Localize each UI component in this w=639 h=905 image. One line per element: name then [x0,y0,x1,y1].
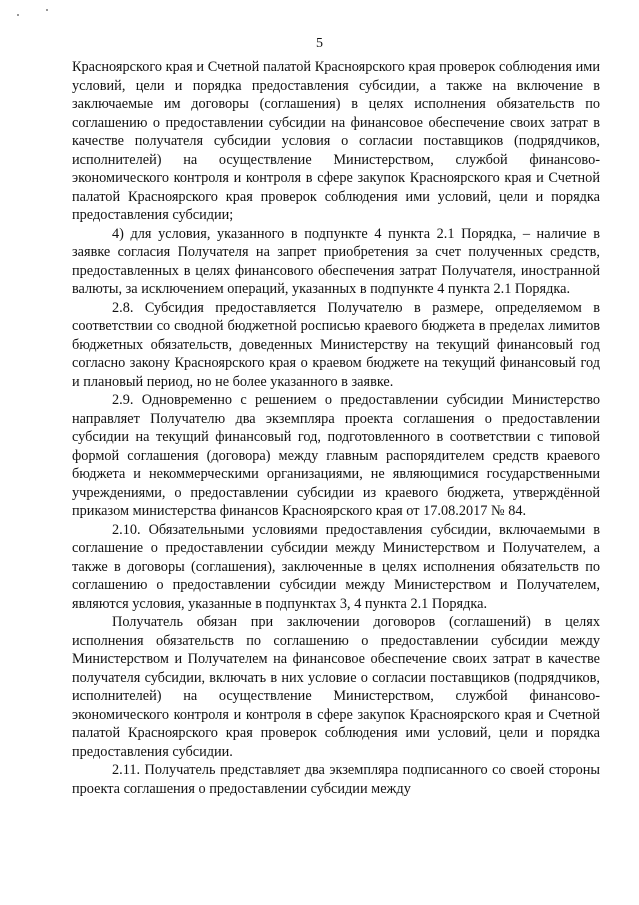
paragraph-subitem-4: 4) для условия, указанного в подпункте 4 пункта 2.1 Порядка, – наличие в заявке согласия Получателя на запрет приобретения за счет полученных средств, предоставленных в целях финансового обеспечения затрат Получателя, иностранной валюты, за исключением операций, указанных в подпункте 4 пункта 2.1 Порядка. [72,225,600,297]
paragraph-2-8: 2.8. Субсидия предоставляется Получателю в размере, определяемом в соответствии со сводной бюджетной росписью краевого бюджета в пределах лимитов бюджетных обязательств, доведенных Министерству на текущий финансовый год согласно закону Красноярского края о краевом бюджете на текущий финансовый год и плановый период, но не более указанного в заявке. [72,299,600,390]
page-number: 5 [316,36,323,51]
scan-speck [17,14,19,16]
scan-speck [46,9,48,11]
paragraph-2-11: 2.11. Получатель представляет два экземпляра подписанного со своей стороны проекта соглашения о предоставлении субсидии между [72,762,600,797]
document-body [72,58,600,798]
paragraph-continuation: Красноярского края и Счетной палатой Красноярского края проверок соблюдения ими условий, цели и порядка предоставления субсидии, а также на включение в заключаемые им договоры (соглашения) в целях исполнения обязательств по соглашению о предоставлении субсидии на финансовое обеспечение своих затрат в качестве получателя субсидии условия о согласии поставщиков (подрядчиков, исполнителей) на осуществление Министерством, службой финансово-экономического контроля и контроля в сфере закупок Красноярского края и Счетной палатой Красноярского края проверок соблюдения ими условий, цели и порядка предоставления субсидии; [72,59,600,223]
paragraph-2-10: 2.10. Обязательными условиями предоставления субсидии, включаемыми в соглашение о предоставлении субсидии между Министерством и Получателем, а также в договоры (соглашения), заключенные в целях исполнения обязательств по соглашению о предоставлении субсидии между Министерством и Получателем, являются условия, указанные в подпунктах 3, 4 пункта 2.1 Порядка. [72,521,600,612]
paragraph-recipient-obligation: Получатель обязан при заключении договоров (соглашений) в целях исполнения обязательств по соглашению о предоставлении субсидии между Министерством и Получателем на финансовое обеспечение своих затрат в качестве получателя субсидии, включать в них условие о согласии поставщиков (подрядчиков, исполнителей) на осуществление Министерством, службой финансово-экономического контроля и контроля в сфере закупок Красноярского края и Счетной палатой Красноярского края проверок соблюдения ими условий, цели и порядка предоставления субсидии. [72,614,600,760]
paragraph-2-9: 2.9. Одновременно с решением о предоставлении субсидии Министерство направляет Получателю два экземпляра проекта соглашения о предоставлении субсидии на текущий финансовый год, подготовленного в соответствии с типовой формой соглашения (договора) между главным распорядителем средств краевого бюджета и некоммерческими организациями, не являющимися государственными учреждениями, о предоставлении субсидии из краевого бюджета, утверждённой приказом министерства финансов Красноярского края от 17.08.2017 № 84. [72,392,600,519]
